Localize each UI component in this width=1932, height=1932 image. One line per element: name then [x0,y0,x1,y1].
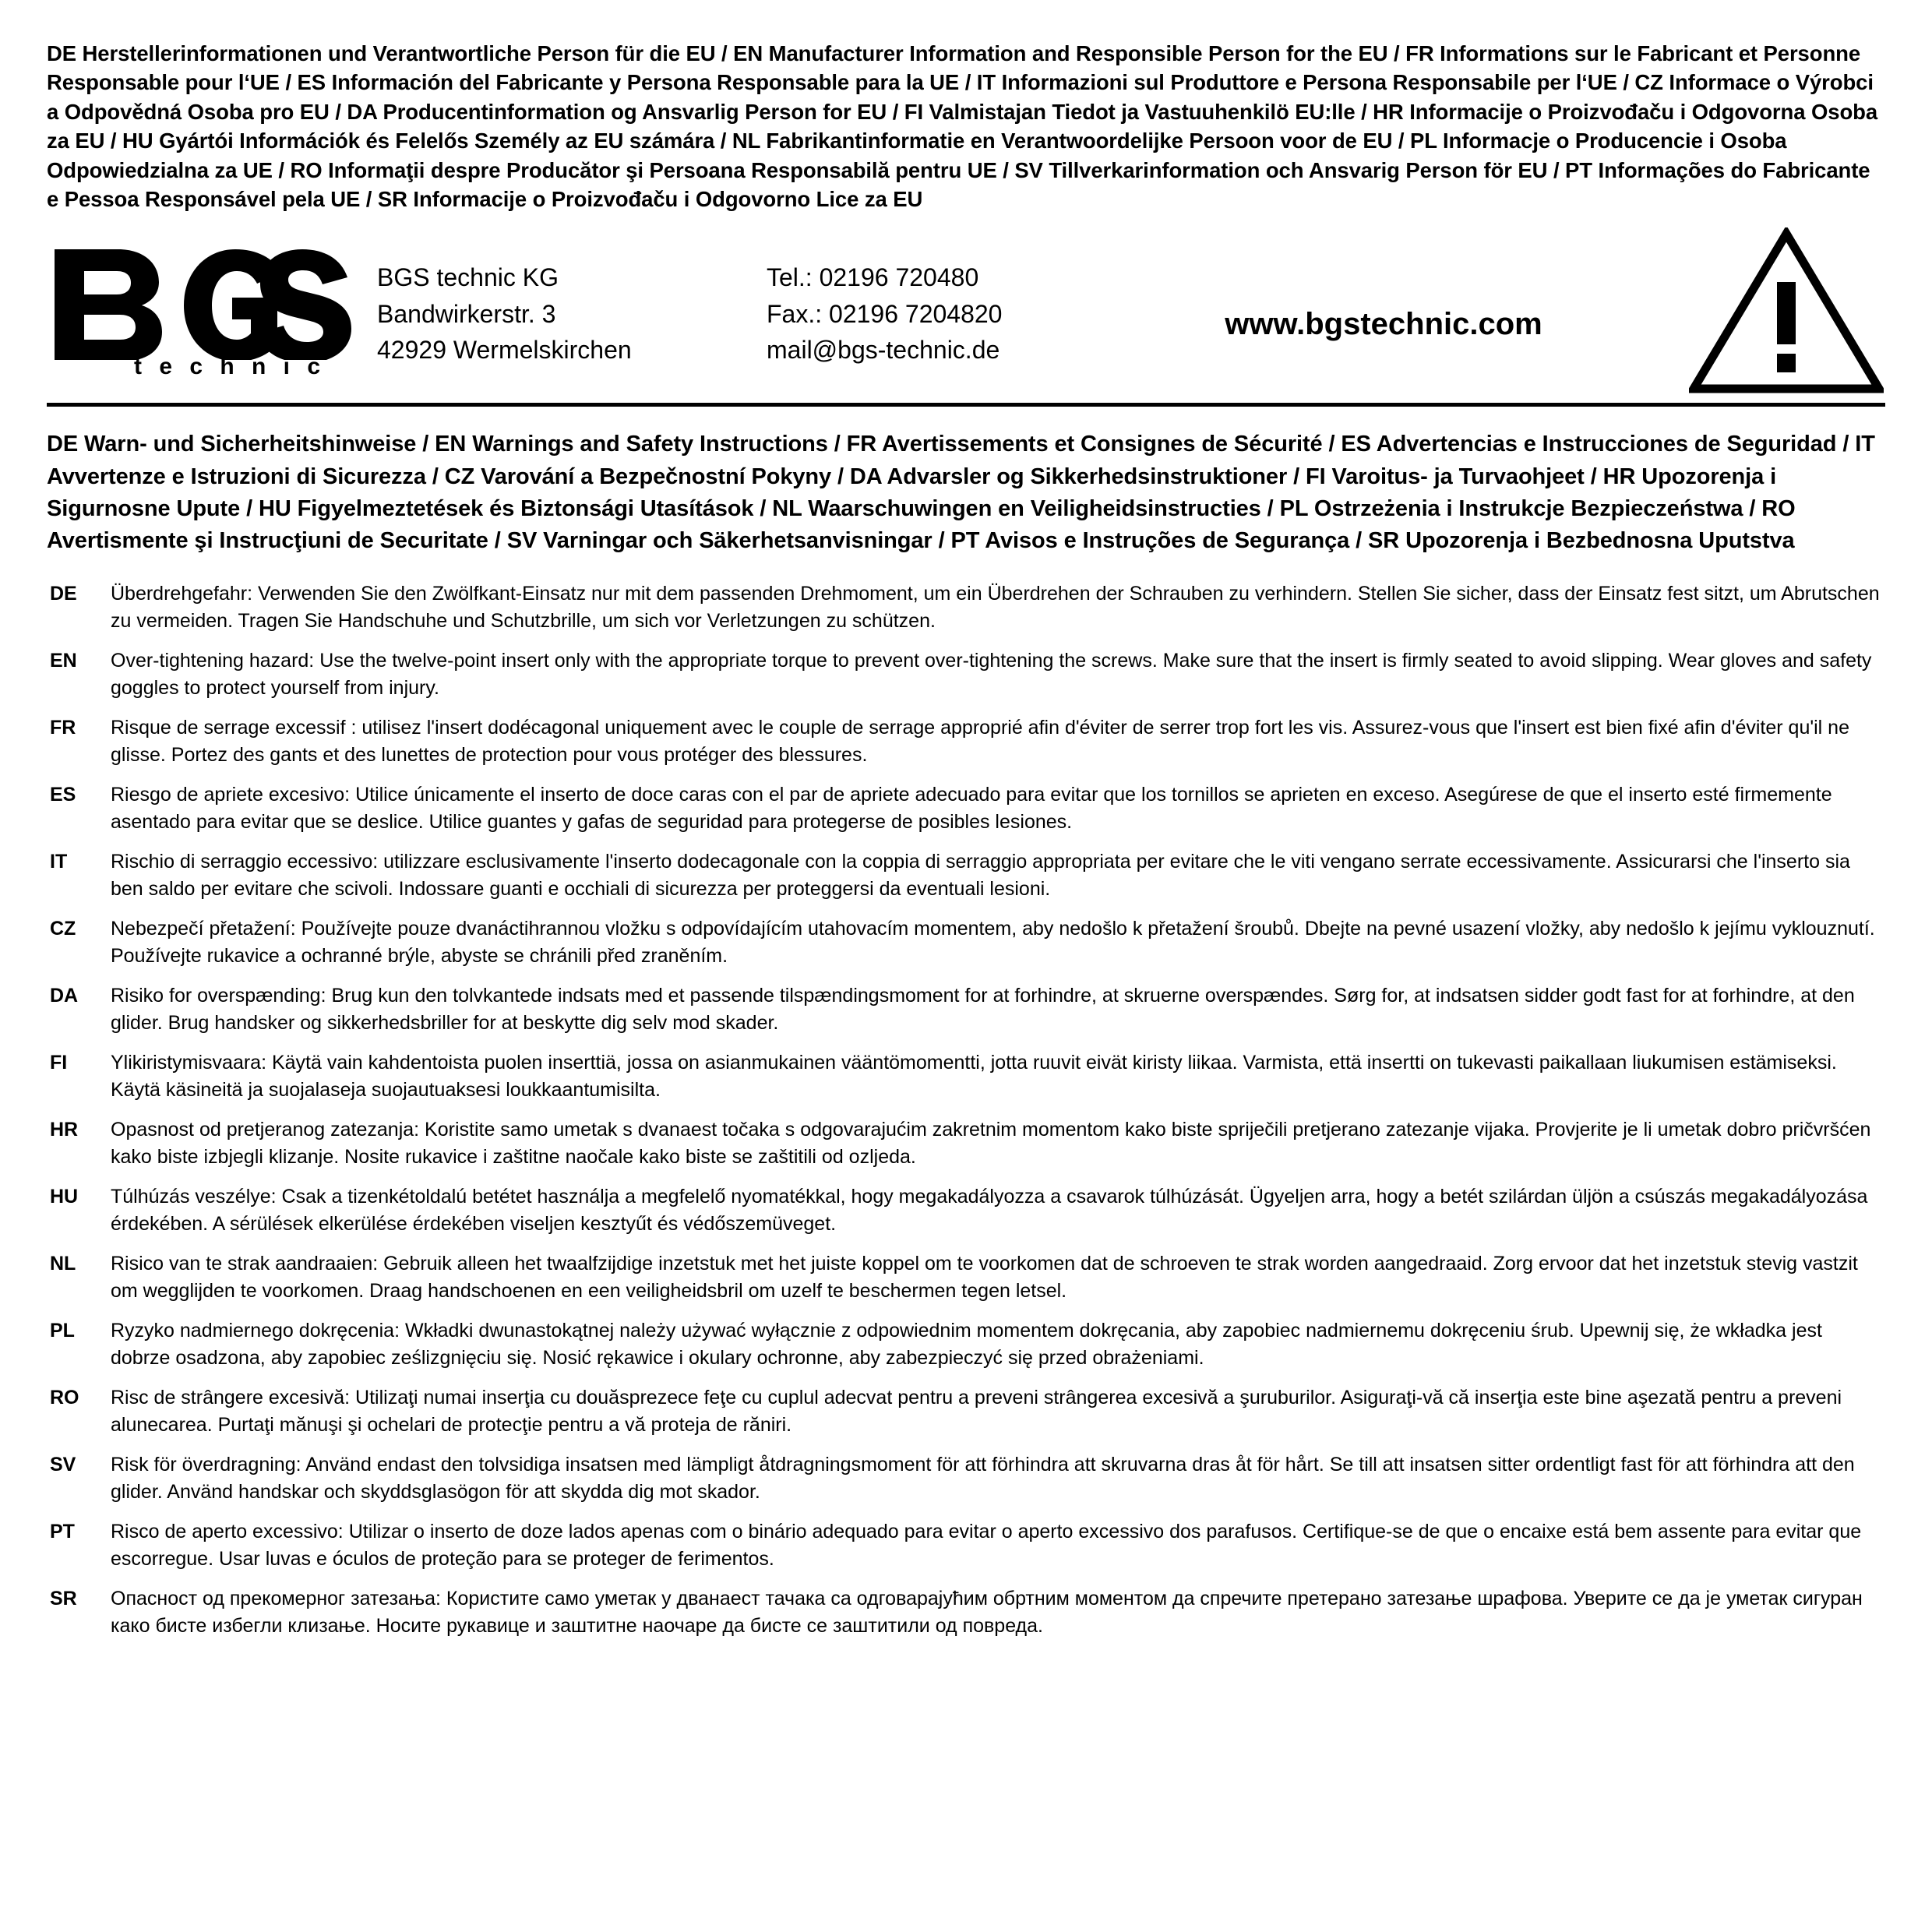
warning-language-code: FI [50,1052,68,1074]
warning-text: Riesgo de apriete excesivo: Utilice únicamente el inserto de doce caras con el par de apriete adecuado para evitar que los tornillos se aprieten en exceso. Asegúrese de que el inserto esté firmemente asentado para evitar que se deslice. Utilice guantes y gafas de seguridad para protegerse de posibles lesiones. [111,784,1832,833]
warning-text: Opasnost od pretjeranog zatezanja: Koristite samo umetak s dvanaest točaka s odgovarajućim zakretnim momentom kako biste spriječili pretjerano zatezanje vijaka. Provjerite je li umetak dobro pričvršćen kako biste izbjegli klizanje. Nosite rukavice i zaštitne naočale kako biste se zaštitili od ozljeda. [111,1119,1871,1168]
warning-text: Risk för överdragning: Använd endast den tolvsidiga insatsen med lämpligt åtdragningsmoment för att förhindra att skruvarna dras åt för hårt. Se till att insatsen sitter ordentligt fast för att förhindra att den glider. Använd handskar och skyddsglasögon för att skydda dig mot skador. [111,1454,1855,1503]
warning-language-code: SV [50,1454,76,1476]
warning-language-code: DE [50,583,77,605]
warning-row [47,982,1885,1036]
warning-language-code: CZ [50,918,76,940]
warning-text: Rischio di serraggio eccessivo: utilizzare esclusivamente l'inserto dodecagonale con la coppia di serraggio appropriata per evitare che le viti vengano serrate eccessivamente. Assicurarsi che l'inserto sia ben saldo per evitare che scivoli. Indossare guanti e occhiali di sicurezza per proteggersi da eventuali lesioni. [111,851,1850,900]
company-website[interactable]: www.bgstechnic.com [1225,307,1542,342]
warning-row [47,1250,1885,1304]
company-address [377,255,767,368]
warning-language-code: NL [50,1253,76,1275]
warning-row [47,1116,1885,1170]
warning-language-code: RO [50,1387,79,1409]
warning-text: Nebezpečí přetažení: Používejte pouze dvanáctihrannou vložku s odpovídajícím utahovacím momentem, aby nedošlo k přetažení šroubů. Dbejte na pevné usazení vložky, aby nedošlo k jejímu vyklouznutí. Používejte rukavice a ochranné brýle, abyste se chránili před zraněním. [111,918,1875,967]
bgs-logo-icon [50,243,361,360]
company-street: Bandwirkerstr. 3 [377,299,556,328]
warning-row [47,1451,1885,1505]
company-fax: Fax.: 02196 7204820 [767,299,1003,328]
warning-language-code: ES [50,784,76,806]
warning-text: Ylikiristymisvaara: Käytä vain kahdentoista puolen inserttiä, jossa on asianmukainen vääntömomentti, jotta ruuvit eivät kiristy liikaa. Varmista, että insertti on tukevasti paikallaan liukumisen estämiseksi. Käytä käsineitä ja suojalaseja suojautuaksesi loukkaantumisilta. [111,1052,1837,1101]
company-city: 42929 Wermelskirchen [377,336,632,365]
company-telephone: Tel.: 02196 720480 [767,263,979,292]
bgs-logo [47,243,377,380]
warning-text: Überdrehgefahr: Verwenden Sie den Zwölfkant-Einsatz nur mit dem passenden Drehmoment, um ein Überdrehen der Schrauben zu verhindern. Stellen Sie sicher, dass der Einsatz fest sitzt, um Abrutschen zu vermeiden. Tragen Sie Handschuhe und Schutzbrille, um sich vor Verletzungen zu schützen. [111,583,1880,632]
warning-text: Over-tightening hazard: Use the twelve-point insert only with the appropriate torque to prevent over-tightening the screws. Make sure that the insert is firmly seated to avoid slipping. Wear gloves and safety goggles to protect yourself from injury. [111,650,1872,699]
warning-language-code: EN [50,650,77,672]
warning-language-code: PT [50,1521,75,1543]
warning-language-code: FR [50,717,76,739]
warning-row [47,1384,1885,1438]
manufacturer-information-heading: DE Herstellerinformationen und Verantwortliche Person für die EU / EN Manufacturer Information and Responsible Person for the EU / FR Informations sur le Fabricant et Personne Responsable pour l‘UE / ES Información del Fabricante y Persona Responsable para la UE / IT Informazioni sul Produttore e Persona Responsabile per l‘UE / CZ Informace o Výrobci a Odpovědná Osoba pro EU / DA Producentinformation og Ansvarlig Person for EU / FI Valmistajan Tiedot ja Vastuuhenkilö EU:lle / HR Informacije o Proizvođaču i Odgovorna Osoba za EU / HU Gyártói Információk és Felelős Személy az EU számára / NL Fabrikantinformatie en Verantwoordelijke Persoon voor de EU / PL Informacje o Producencie i Osoba Odpowiedzialna za UE / RO Informaţii despre Producător şi Persoana Responsabilă pentru UE / SV Tillverkarinformation och Ansvarig Person för EU / PT Informações do Fabricante e Pessoa Responsável pela UE / SR Informacije o Proizvođaču i Odgovorno Lice za EU [47,41,1878,211]
company-name: BGS technic KG [377,263,559,292]
warning-row [47,714,1885,768]
warning-language-code: PL [50,1320,75,1342]
warning-language-code: HR [50,1119,79,1141]
safety-instructions-heading: DE Warn- und Sicherheitshinweise / EN Warnings and Safety Instructions / FR Avertissements et Consignes de Sécurité / ES Advertencias e Instrucciones de Seguridad / IT Avvertenze e Istruzioni di Sicurezza / CZ Varování a Bezpečnostní Pokyny / DA Advarsler og Sikkerhedsinstruktioner / FI Varoitus- ja Turvaohjeet / HR Upozorenja i Sigurnosne Upute / HU Figyelmeztetések és Biztonsági Utasítások / NL Waarschuwingen en Veiligheidsinstructies / PL Ostrzeżenia i Instrukcje Bezpieczeństwa / RO Avertismente şi Instrucţiuni de Securitate / SV Varningar och Säkerhetsanvisningar / PT Avisos e Instruções de Segurança / SR Upozorenja i Bezbednosna Uputstva [47,432,1875,553]
warning-row [47,580,1885,634]
warning-row [47,1518,1885,1572]
warning-text: Ryzyko nadmiernego dokręcenia: Wkładki dwunastokątnej należy używać wyłącznie z odpowiednim momentem dokręcania, aby zapobiec nadmiernemu dokręceniu śrub. Upewnij się, że wkładka jest dobrze osadzona, aby zapobiec ześlizgnięciu się. Nosić rękawice i okulary ochronne, aby zabezpieczyć się przed obrażeniami. [111,1320,1822,1369]
warning-row [47,647,1885,701]
warning-row [47,848,1885,902]
company-information-block [47,227,1885,407]
warning-text: Risico van te strak aandraaien: Gebruik alleen het twaalfzijdige inzetstuk met het juiste koppel om te voorkomen dat de schroeven te strak worden aangedraaid. Zorg ervoor dat het inzetstuk stevig vastzit om wegglijden te voorkomen. Draag handschoenen en een veiligheidsbril om uzelf te beschermen tegen letsel. [111,1253,1858,1302]
warnings-list [47,580,1885,1639]
company-contact [767,255,1109,368]
warning-text: Risque de serrage excessif : utilisez l'insert dodécagonal uniquement avec le couple de serrage approprié afin d'éviter de serrer trop fort les vis. Assurez-vous que l'insert est bien fixé afin d'éviter qu'il ne glisse. Portez des gants et des lunettes de protection pour vous protéger des blessures. [111,717,1849,766]
warning-language-code: DA [50,985,79,1007]
warning-language-code: IT [50,851,68,873]
warning-row [47,781,1885,835]
warning-text: Risc de strângere excesivă: Utilizaţi numai inserţia cu douăsprezece feţe cu cuplul adecvat pentru a preveni strângerea excesivă a şuruburilor. Asiguraţi-vă că inserţia este bine aşezată pentru a preveni alunecarea. Purtaţi mănuşi şi ochelari de protecţie pentru a vă proteja de răniri. [111,1387,1842,1436]
warning-text: Risiko for overspænding: Brug kun den tolvkantede indsats med et passende tilspændingsmoment for at forhindre, at skruerne overspændes. Sørg for, at indsatsen sidder godt fast for at forhindre, at den glider. Brug handsker og sikkerhedsbriller for at beskytte dig selv mod skader. [111,985,1855,1034]
warning-text: Опасност од прекомерног затезања: Користите само уметак у дванаест тачака са одговарајућим обртним моментом да спречите претерано затезање шрафова. Уверите се да је уметак сигуран како бисте избегли клизање. Носите рукавице и заштитне наочаре да бисте се заштитили од повреда. [111,1588,1863,1637]
warning-row [47,1585,1885,1639]
bgs-logo-subtext: t e c h n i c [134,353,326,379]
warning-language-code: SR [50,1588,77,1610]
company-email[interactable]: mail@bgs-technic.de [767,336,1000,365]
warning-triangle [1658,227,1885,395]
warning-language-code: HU [50,1186,79,1208]
warning-row [47,1183,1885,1237]
warning-row [47,1049,1885,1103]
warning-triangle-icon [1689,227,1884,395]
warning-row [47,915,1885,969]
warning-row [47,1317,1885,1371]
warning-text: Risco de aperto excessivo: Utilizar o inserto de doze lados apenas com o binário adequado para evitar o aperto excessivo dos parafusos. Certifique-se de que o encaixe está bem assente para evitar que escorregue. Usar luvas e óculos de proteção para se proteger de ferimentos. [111,1521,1862,1570]
warning-text: Túlhúzás veszélye: Csak a tizenkétoldalú betétet használja a megfelelő nyomatékkal, hogy megakadályozza a csavarok túlhúzását. Ügyeljen arra, hogy a betét szilárdan üljön a csúszás megakadályozása érdekében. A sérülések elkerülése érdekében viseljen kesztyűt és védőszemüveget. [111,1186,1868,1235]
